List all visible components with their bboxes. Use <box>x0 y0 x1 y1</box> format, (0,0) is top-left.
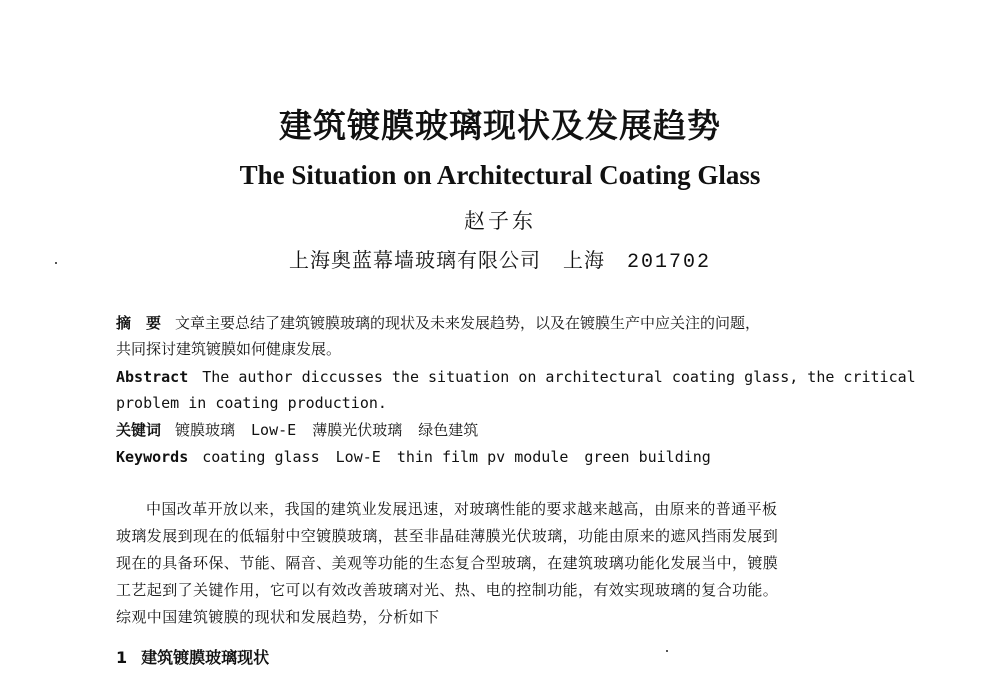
abstract-cn-line-2 <box>116 336 896 362</box>
keywords-en-label: Keywords <box>116 448 189 466</box>
keyword-cn-3: 薄膜光伏玻璃 <box>312 421 403 439</box>
body-line-3: 现在的具备环保、节能、隔音、美观等功能的生态复合型玻璃，在建筑玻璃功能化发展当中，镀膜 <box>116 554 779 572</box>
section-number: 1 <box>116 648 128 667</box>
abstract-en-label: Abstract <box>116 368 189 386</box>
abstract-cn-text-1: 文章主要总结了建筑镀膜玻璃的现状及未来发展趋势，以及在镀膜生产中应关注的问题， <box>175 314 761 332</box>
body-line-1: 中国改革开放以来，我国的建筑业发展迅速，对玻璃性能的要求越来越高，由原来的普通平板 <box>146 500 778 518</box>
abstract-en-line-2 <box>116 390 896 416</box>
abstract-cn-label: 摘 要 <box>116 314 162 332</box>
abstract-en-text-2: problem in coating production. <box>116 394 387 412</box>
keywords-cn-label: 关键词 <box>116 421 162 439</box>
affiliation-city: 上海 <box>562 248 605 272</box>
keyword-cn-1: 镀膜玻璃 <box>175 421 236 439</box>
abstract-en-text-1: The author diccusses the situation on architectural coating glass, the critical <box>202 368 916 386</box>
body-line-5: 综观中国建筑镀膜的现状和发展趋势，分析如下 <box>116 608 440 626</box>
author-name: 赵子东 <box>464 209 536 233</box>
abstract-en-line-1 <box>116 364 916 390</box>
affiliation <box>0 244 1000 274</box>
keywords-en-line <box>116 444 896 470</box>
title-english: The Situation on Architectural Coating Glass <box>239 160 761 190</box>
section-title: 建筑镀膜玻璃现状 <box>141 648 270 667</box>
keywords-cn-line <box>116 417 896 443</box>
keyword-en-4: green building <box>584 448 711 466</box>
keyword-cn-2: Low-E <box>251 421 297 439</box>
keyword-en-1: coating glass <box>202 448 320 466</box>
scan-speck <box>666 650 668 652</box>
abstract-cn-line-1 <box>116 310 896 336</box>
section-heading <box>116 645 269 668</box>
abstract-cn-text-2: 共同探讨建筑镀膜如何健康发展。 <box>116 340 342 358</box>
keyword-en-2: Low-E <box>335 448 381 466</box>
affiliation-zip: 201702 <box>626 251 711 274</box>
affiliation-org: 上海奥蓝幕墙玻璃有限公司 <box>288 248 541 272</box>
scan-speck <box>55 262 57 264</box>
body-line-4: 工艺起到了关键作用，它可以有效改善玻璃对光、热、电的控制功能，有效实现玻璃的复合功能。 <box>116 581 779 599</box>
body-line-2: 玻璃发展到现在的低辐射中空镀膜玻璃，甚至非晶硅薄膜光伏玻璃，功能由原来的遮风挡雨发展到 <box>116 527 779 545</box>
title-chinese: 建筑镀膜玻璃现状及发展趋势 <box>279 106 721 145</box>
keyword-cn-4: 绿色建筑 <box>418 421 479 439</box>
keyword-en-3: thin film pv module <box>396 448 569 466</box>
